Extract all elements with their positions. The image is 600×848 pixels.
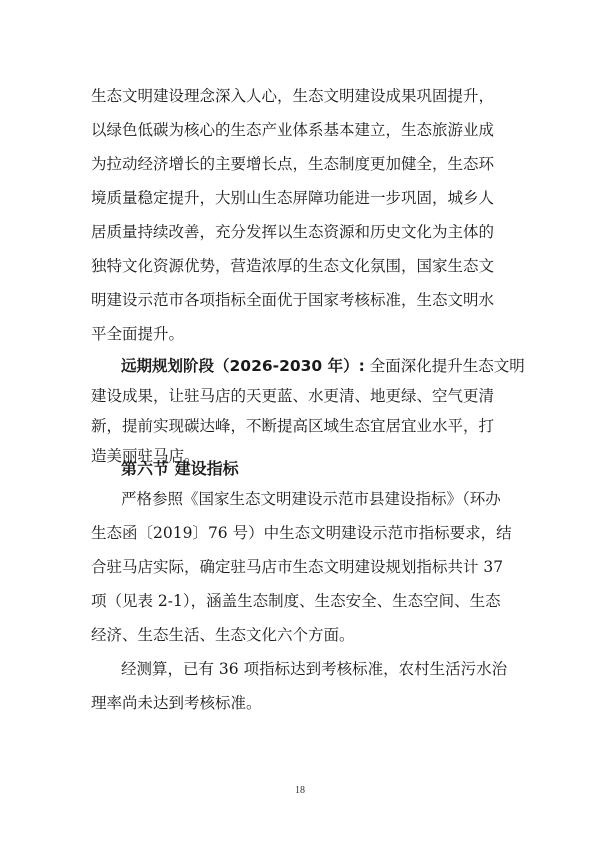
text-line: 建设成果，让驻马店的天更蓝、水更清、地更绿、空气更清 xyxy=(91,387,495,405)
text-line: 理率尚未达到考核标准。 xyxy=(91,694,262,712)
text-line: 独特文化资源优势，营造浓厚的生态文化氛围，国家生态文 xyxy=(91,257,495,275)
text-line: 居质量持续改善，充分发挥以生态资源和历史文化为主体的 xyxy=(91,223,495,241)
text-line: 新，提前实现碳达峰，不断提高区域生态宜居宜业水平，打 xyxy=(91,417,495,435)
text-line: 生态文明建设理念深入人心，生态文明建设成果巩固提升， xyxy=(91,87,495,105)
text-line: 经济、生态生活、生态文化六个方面。 xyxy=(91,626,355,644)
long-term-stage-text: 全面深化提升生态文明 xyxy=(364,357,525,375)
text-line: 生态函〔2019〕76 号）中生态文明建设示范市指标要求，结 xyxy=(91,524,512,542)
text-line: 明建设示范市各项指标全面优于国家考核标准，生态文明水 xyxy=(91,291,495,309)
text-line: 为拉动经济增长的主要增长点，生态制度更加健全，生态环 xyxy=(91,155,495,173)
text-line xyxy=(121,356,525,376)
long-term-stage-label: 远期规划阶段（2026-2030 年）: xyxy=(121,357,365,375)
text-line: 严格参照《国家生态文明建设示范市县建设指标》（环办 xyxy=(121,490,501,508)
section-heading: 第六节 建设指标 xyxy=(121,459,239,478)
text-line: 平全面提升。 xyxy=(91,325,185,343)
page-number: 18 xyxy=(295,785,305,796)
text-line: 造美丽驻马店。 xyxy=(91,447,200,465)
text-line: 合驻马店实际，确定驻马店市生态文明建设规划指标共计 37 xyxy=(91,558,504,576)
text-line: 境质量稳定提升，大别山生态屏障功能进一步巩固，城乡人 xyxy=(91,189,495,207)
text-line: 以绿色低碳为核心的生态产业体系基本建立，生态旅游业成 xyxy=(91,121,495,139)
text-line: 项（见表 2-1），涵盖生态制度、生态安全、生态空间、生态 xyxy=(91,592,501,610)
text-line: 经测算，已有 36 项指标达到考核标准，农村生活污水治 xyxy=(121,660,508,678)
